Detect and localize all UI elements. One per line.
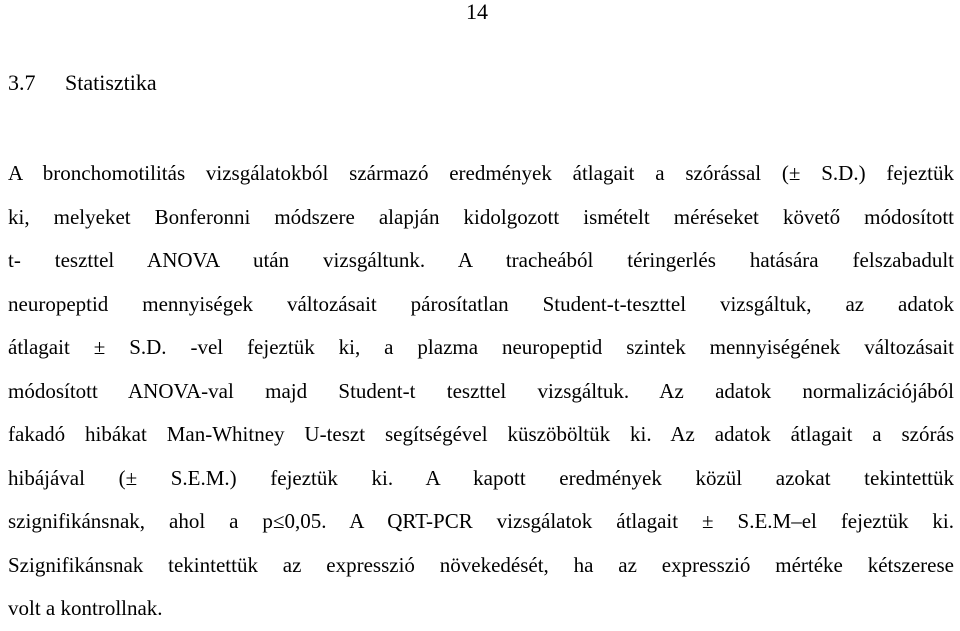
- page-number: 14: [466, 0, 488, 24]
- paragraph-line: hibájával (± S.E.M.) fejeztük ki. A kapott eredmények közül azokat tekintettük: [8, 465, 954, 490]
- paragraph-line: A bronchomotilitás vizsgálatokból származó eredmények átlagait a szórással (± S.D.) fejeztük: [8, 161, 954, 185]
- paragraph-line: átlagait ± S.D. -vel fejeztük ki, a plazma neuropeptid szintek mennyiségének változásait: [8, 335, 954, 359]
- paragraph-line: ki, melyeket Bonferonni módszere alapján kidolgozott ismételt méréseket követő módosított: [8, 204, 954, 229]
- paragraph-line: szignifikánsnak, ahol a p≤0,05. A QRT-PCR vizsgálatok átlagait ± S.E.M–el fejeztük ki.: [8, 509, 954, 533]
- paragraph-line: neuropeptid mennyiségek változásait párosítatlan Student-t-teszttel vizsgáltuk, az adatok: [8, 291, 954, 316]
- statistics-paragraph: [8, 152, 954, 631]
- paragraph-line: volt a kontrollnak.: [8, 596, 163, 620]
- paragraph-line: Szignifikánsnak tekintettük az expresszió növekedését, ha az expresszió mértéke kétszerese: [8, 552, 954, 577]
- section-heading: [8, 70, 157, 96]
- paragraph-line: fakadó hibákat Man-Whitney U-teszt segítségével küszöböltük ki. Az adatok átlagait a szórás: [8, 422, 954, 446]
- paragraph-line: t- teszttel ANOVA után vizsgáltunk. A tracheából téringerlés hatására felszabadult: [8, 248, 954, 272]
- section-title: Statisztika: [65, 70, 157, 95]
- paragraph-line: módosított ANOVA-val majd Student-t teszttel vizsgáltuk. Az adatok normalizációjából: [8, 378, 954, 403]
- section-number: 3.7: [8, 70, 36, 95]
